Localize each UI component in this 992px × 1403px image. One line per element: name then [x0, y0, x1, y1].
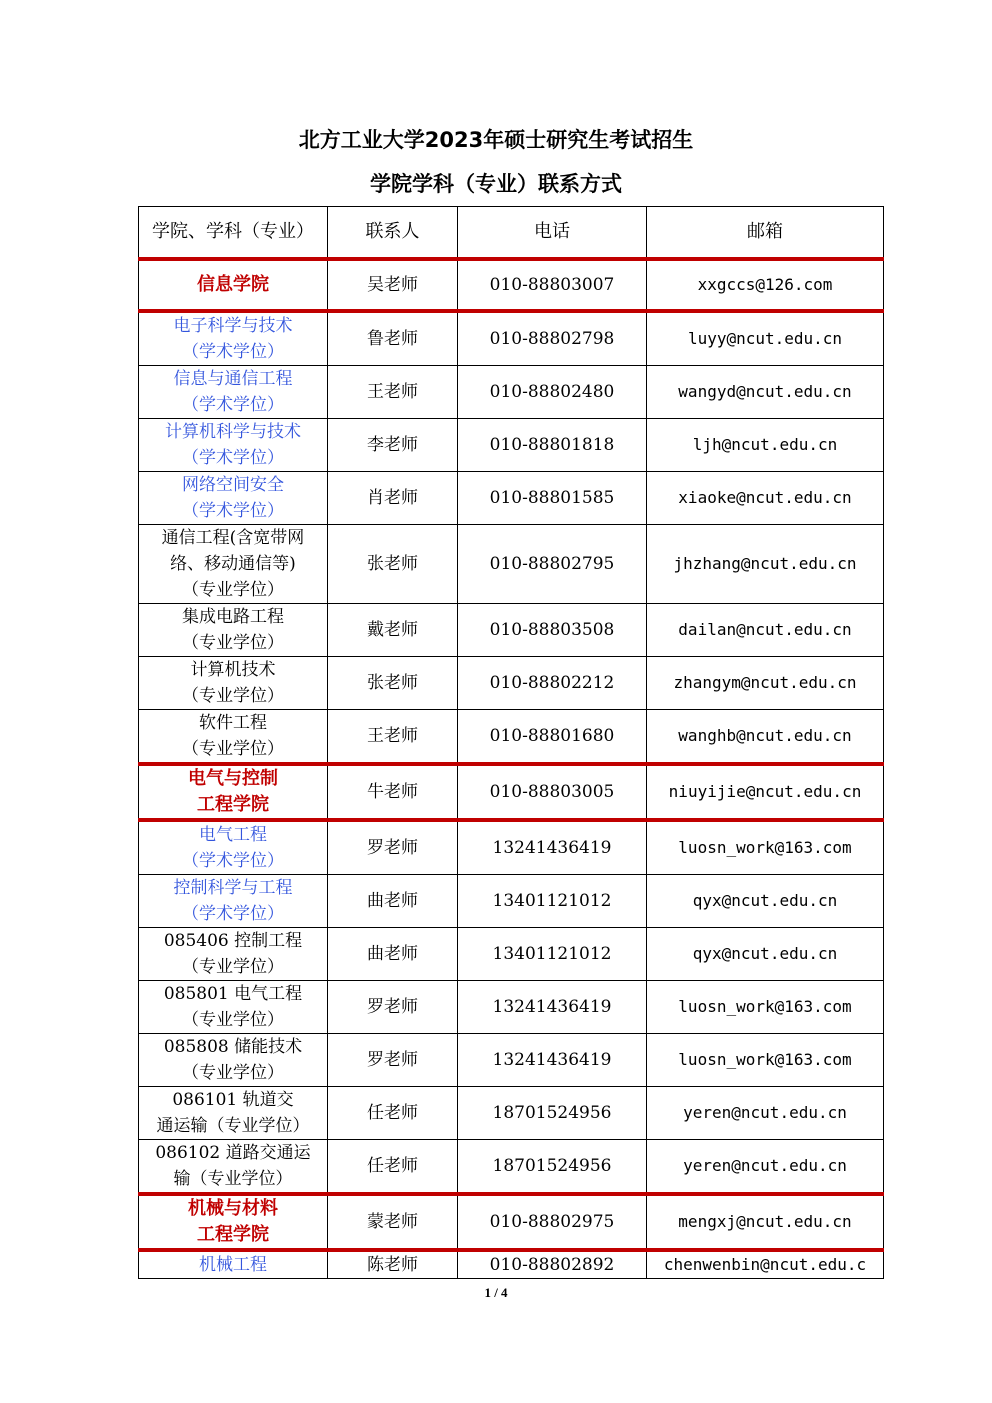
major-line: 输（专业学位）: [173, 1169, 293, 1189]
email-cell[interactable]: yeren@ncut.edu.cn: [647, 1140, 884, 1195]
major-cell: [139, 1140, 328, 1195]
major-line: 通运输（专业学位）: [156, 1116, 310, 1136]
major-line: （学术学位）: [182, 342, 284, 362]
major-line: 计算机科学与技术: [165, 422, 301, 442]
table-row: [139, 875, 884, 928]
contact-cell: 罗老师: [328, 981, 458, 1034]
contact-cell: 王老师: [328, 366, 458, 419]
phone-cell: 010-88802975: [458, 1194, 647, 1250]
table-row: [139, 981, 884, 1034]
email-cell[interactable]: luosn_work@163.com: [647, 820, 884, 875]
email-cell[interactable]: ljh@ncut.edu.cn: [647, 419, 884, 472]
phone-cell: 010-88801585: [458, 472, 647, 525]
major-line: 085808 储能技术: [163, 1037, 303, 1057]
major-line: 086101 轨道交: [172, 1090, 294, 1110]
major-line: 络、移动通信等): [170, 554, 296, 574]
major-line: 软件工程: [199, 713, 267, 733]
email-cell[interactable]: xiaoke@ncut.edu.cn: [647, 472, 884, 525]
email-cell[interactable]: luosn_work@163.com: [647, 981, 884, 1034]
contact-cell: 曲老师: [328, 875, 458, 928]
major-cell: [139, 710, 328, 765]
table-row: [139, 928, 884, 981]
major-line: 集成电路工程: [182, 607, 284, 627]
major-line: （学术学位）: [182, 851, 284, 871]
major-line: 工程学院: [197, 1224, 269, 1245]
contact-cell: 吴老师: [328, 259, 458, 311]
phone-cell: 18701524956: [458, 1140, 647, 1195]
header-contact: 联系人: [328, 207, 458, 260]
major-line: （学术学位）: [182, 904, 284, 924]
contact-cell: 曲老师: [328, 928, 458, 981]
major-cell: [139, 1034, 328, 1087]
contact-cell: 任老师: [328, 1087, 458, 1140]
email-cell[interactable]: dailan@ncut.edu.cn: [647, 604, 884, 657]
phone-cell: 010-88802795: [458, 525, 647, 604]
phone-cell: 13241436419: [458, 1034, 647, 1087]
table-row: [139, 657, 884, 710]
major-line: （专业学位）: [182, 686, 284, 706]
email-cell[interactable]: zhangym@ncut.edu.cn: [647, 657, 884, 710]
major-cell: [139, 875, 328, 928]
major-line: 085801 电气工程: [163, 984, 303, 1004]
major-cell: [139, 928, 328, 981]
contact-cell: 牛老师: [328, 764, 458, 820]
phone-cell: 13241436419: [458, 981, 647, 1034]
college-row: [139, 1194, 884, 1250]
major-cell: [139, 604, 328, 657]
contact-cell: 罗老师: [328, 820, 458, 875]
major-line: （学术学位）: [182, 501, 284, 521]
major-cell: [139, 525, 328, 604]
major-line: （专业学位）: [182, 739, 284, 759]
table-row: [139, 604, 884, 657]
email-cell[interactable]: jhzhang@ncut.edu.cn: [647, 525, 884, 604]
contact-cell: 任老师: [328, 1140, 458, 1195]
major-line: 工程学院: [197, 794, 269, 815]
major-line: 网络空间安全: [182, 475, 284, 495]
table-header-row: [139, 207, 884, 260]
phone-cell: 13401121012: [458, 928, 647, 981]
contact-cell: 鲁老师: [328, 311, 458, 366]
major-line: （专业学位）: [182, 1010, 284, 1030]
header-email: 邮箱: [647, 207, 884, 260]
major-line: （专业学位）: [182, 633, 284, 653]
major-cell: [139, 1194, 328, 1250]
contact-cell: 王老师: [328, 710, 458, 765]
contact-table: [138, 206, 884, 1279]
phone-cell: 010-88802798: [458, 311, 647, 366]
major-line: 计算机技术: [190, 660, 276, 680]
contact-cell: 肖老师: [328, 472, 458, 525]
major-line: 085406 控制工程: [163, 931, 303, 951]
table-row: [139, 1140, 884, 1195]
table-row: [139, 710, 884, 765]
email-cell[interactable]: wanghb@ncut.edu.cn: [647, 710, 884, 765]
header-phone: 电话: [458, 207, 647, 260]
email-cell[interactable]: niuyijie@ncut.edu.cn: [647, 764, 884, 820]
major-line: 086102 道路交通运: [155, 1143, 311, 1163]
contact-cell: 李老师: [328, 419, 458, 472]
major-cell: [139, 764, 328, 820]
major-line: （学术学位）: [182, 448, 284, 468]
contact-cell: 陈老师: [328, 1250, 458, 1279]
major-line: （学术学位）: [182, 395, 284, 415]
table-row: [139, 1034, 884, 1087]
major-line: 电子科学与技术: [173, 316, 293, 336]
college-row: [139, 764, 884, 820]
email-cell[interactable]: luyy@ncut.edu.cn: [647, 311, 884, 366]
major-line: 信息与通信工程: [173, 369, 293, 389]
table-row: [139, 419, 884, 472]
phone-cell: 010-88802212: [458, 657, 647, 710]
college-row: [139, 259, 884, 311]
email-cell[interactable]: wangyd@ncut.edu.cn: [647, 366, 884, 419]
major-line: （专业学位）: [182, 957, 284, 977]
contact-cell: 张老师: [328, 657, 458, 710]
table-row: [139, 525, 884, 604]
table-row: [139, 366, 884, 419]
table-row: [139, 311, 884, 366]
phone-cell: 010-88803508: [458, 604, 647, 657]
major-line: 机械与材料: [188, 1198, 278, 1219]
page-number: 1 / 4: [484, 1285, 508, 1300]
major-cell: [139, 366, 328, 419]
email-cell[interactable]: xxgccs@126.com: [647, 259, 884, 311]
major-cell: [139, 419, 328, 472]
phone-cell: 010-88801680: [458, 710, 647, 765]
email-cell[interactable]: yeren@ncut.edu.cn: [647, 1087, 884, 1140]
phone-cell: 010-88802480: [458, 366, 647, 419]
phone-cell: 13241436419: [458, 820, 647, 875]
contact-cell: 戴老师: [328, 604, 458, 657]
table-row: [139, 1087, 884, 1140]
document-subtitle: 学院学科（专业）联系方式: [370, 172, 622, 196]
major-cell: [139, 981, 328, 1034]
major-line: 通信工程(含宽带网: [161, 528, 305, 548]
contact-cell: 罗老师: [328, 1034, 458, 1087]
major-cell: [139, 1250, 328, 1279]
phone-cell: 010-88803007: [458, 259, 647, 311]
phone-cell: 010-88801818: [458, 419, 647, 472]
phone-cell: 13401121012: [458, 875, 647, 928]
contact-cell: 蒙老师: [328, 1194, 458, 1250]
major-line: （专业学位）: [182, 580, 284, 600]
table-row: [139, 820, 884, 875]
email-cell[interactable]: qyx@ncut.edu.cn: [647, 928, 884, 981]
major-line: 电气与控制: [188, 768, 278, 789]
phone-cell: 010-88803005: [458, 764, 647, 820]
major-cell: [139, 657, 328, 710]
document-title: 北方工业大学2023年硕士研究生考试招生: [298, 128, 694, 152]
phone-cell: 18701524956: [458, 1087, 647, 1140]
major-cell: [139, 472, 328, 525]
major-cell: [139, 311, 328, 366]
table-row: [139, 1250, 884, 1279]
email-cell[interactable]: mengxj@ncut.edu.cn: [647, 1194, 884, 1250]
phone-cell: 010-88802892: [458, 1250, 647, 1279]
major-cell: [139, 1087, 328, 1140]
email-cell[interactable]: qyx@ncut.edu.cn: [647, 875, 884, 928]
major-cell: [139, 259, 328, 311]
major-line: 信息学院: [197, 274, 269, 295]
table-row: [139, 472, 884, 525]
header-major: 学院、学科（专业）: [139, 207, 328, 260]
major-line: 控制科学与工程: [173, 878, 293, 898]
major-line: 机械工程: [199, 1255, 267, 1275]
major-line: （专业学位）: [182, 1063, 284, 1083]
email-cell[interactable]: chenwenbin@ncut.edu.c: [647, 1250, 884, 1279]
contact-cell: 张老师: [328, 525, 458, 604]
email-cell[interactable]: luosn_work@163.com: [647, 1034, 884, 1087]
major-line: 电气工程: [199, 825, 267, 845]
major-cell: [139, 820, 328, 875]
